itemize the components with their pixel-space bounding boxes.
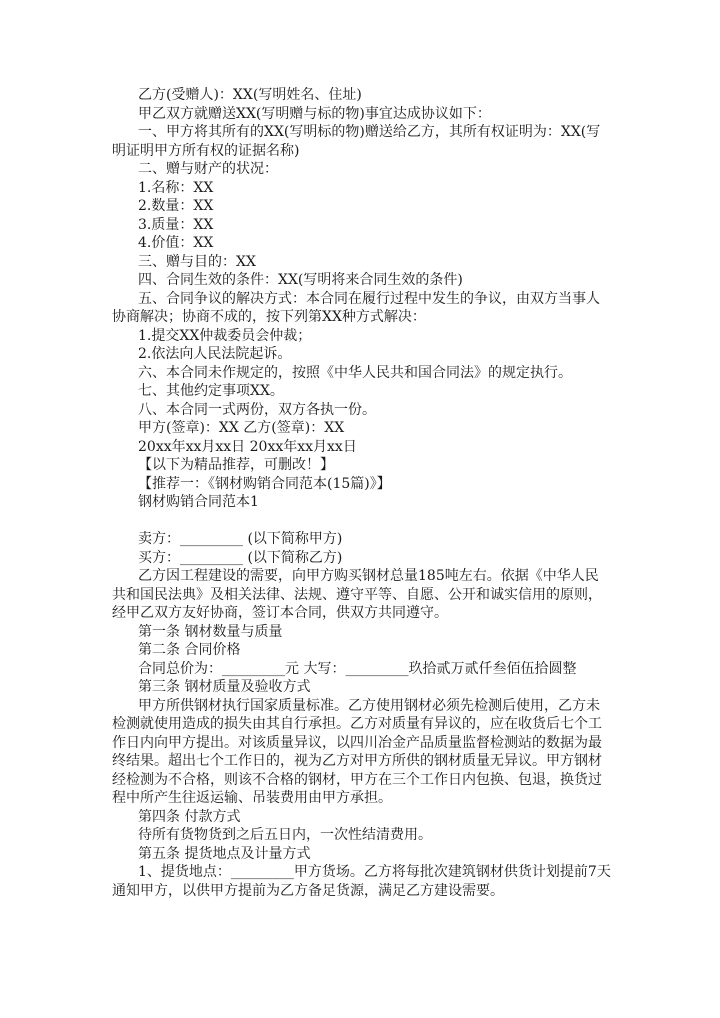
article-3-heading: 第三条 钢材质量及验收方式 [138, 679, 311, 695]
paragraph-clause-6: 六、本合同未作规定的，按照《中华人民共和国合同法》的规定执行。 [138, 364, 572, 381]
paragraph-clause-1: 一、甲方将其所有的XX(写明标的物)赠送给乙方，其所有权证明为：XX(写明证明甲方所有权的证据名称) [112, 124, 601, 159]
list-item-value: 4.价值：XX [138, 235, 214, 251]
list-item-arbitration: 1.提交XX仲裁委员会仲裁； [138, 327, 312, 344]
article-1-heading: 第一条 钢材数量与质量 [138, 623, 283, 640]
paragraph-clause-2-heading: 二、赠与财产的状况： [138, 161, 278, 177]
paragraph-clause-7: 七、其他约定事项XX。 [138, 383, 284, 399]
paragraph-donee: 乙方(受赠人)：XX(写明姓名、住址) [138, 87, 362, 103]
paragraph-purchase-intro: 乙方因工程建设的需要，向甲方购买钢材总量185吨左右。依据《中华人民共和国民法典》及相关法律、法规、遵守平等、自愿、公开和诚实信用的原则，经甲乙双方友好协商，签订本合同，供双方共同遵守。 [112, 568, 602, 621]
paragraph-clause-3: 三、赠与目的：XX [138, 253, 256, 270]
blank-line [112, 512, 612, 531]
date-line: 20xx年xx月xx日 20xx年xx月xx日 [138, 438, 357, 455]
total-price-line: 合同总价为：_________元 大写：_________玖拾贰万贰仟叁佰伍拾圆整 [138, 660, 577, 677]
paragraph-delivery-location: 1、提货地点：_________甲方货场。乙方将每批次建筑钢材供货计划提前7天通知甲方，以供甲方提前为乙方备足货源，满足乙方建设需要。 [112, 864, 611, 899]
paragraph-quality-acceptance: 甲方所供钢材执行国家质量标准。乙方使用钢材必须先检测后使用，乙方未检测就使用造成的损失由其自行承担。乙方对质量有异议的，应在收货后七个工作日内向甲方提出。对该质量异议，以四川冶金产品质量监督检测站的数据为最终结果。超出七个工作日的，视为乙方对甲方所供的钢材质量无异议。甲方钢材经检测为不合格，则该不合格的钢材，甲方在三个工作日内包换、包退，换货过程中所产生往返运输、吊装费用由甲方承担。 [112, 697, 602, 806]
paragraph-agreement-intro: 甲乙双方就赠送XX(写明赠与标的物)事宜达成协议如下： [138, 105, 491, 122]
paragraph-payment: 待所有货物货到之后五日内，一次性结清费用。 [138, 827, 432, 843]
list-item-quality: 3.质量：XX [138, 216, 214, 233]
article-5-heading: 第五条 提货地点及计量方式 [138, 845, 311, 862]
recommendation-title: 【推荐一：《钢材购销合同范本(15篇)》】 [138, 475, 391, 492]
contract-title: 钢材购销合同范本1 [138, 494, 259, 510]
paragraph-clause-8: 八、本合同一式两份，双方各执一份。 [138, 401, 376, 418]
document-body [112, 86, 612, 900]
article-4-heading: 第四条 付款方式 [138, 808, 241, 825]
paragraph-clause-4: 四、合同生效的条件：XX(写明将来合同生效的条件) [138, 272, 463, 288]
list-item-court: 2.依法向人民法院起诉。 [138, 346, 292, 362]
list-item-name: 1.名称：XX [138, 179, 214, 196]
signature-line: 甲方(签章)：XX 乙方(签章)：XX [138, 420, 345, 436]
buyer-line: 买方：_________ (以下简称乙方) [138, 549, 343, 566]
recommendation-note: 【以下为精品推荐，可删改！】 [138, 457, 334, 473]
paragraph-clause-5: 五、合同争议的解决方式：本合同在履行过程中发生的争议，由双方当事人协商解决；协商不成的，按下列第XX种方式解决： [112, 290, 600, 325]
list-item-quantity: 2.数量：XX [138, 198, 214, 214]
article-2-heading: 第二条 合同价格 [138, 642, 241, 658]
seller-line: 卖方：_________ (以下简称甲方) [138, 531, 343, 547]
